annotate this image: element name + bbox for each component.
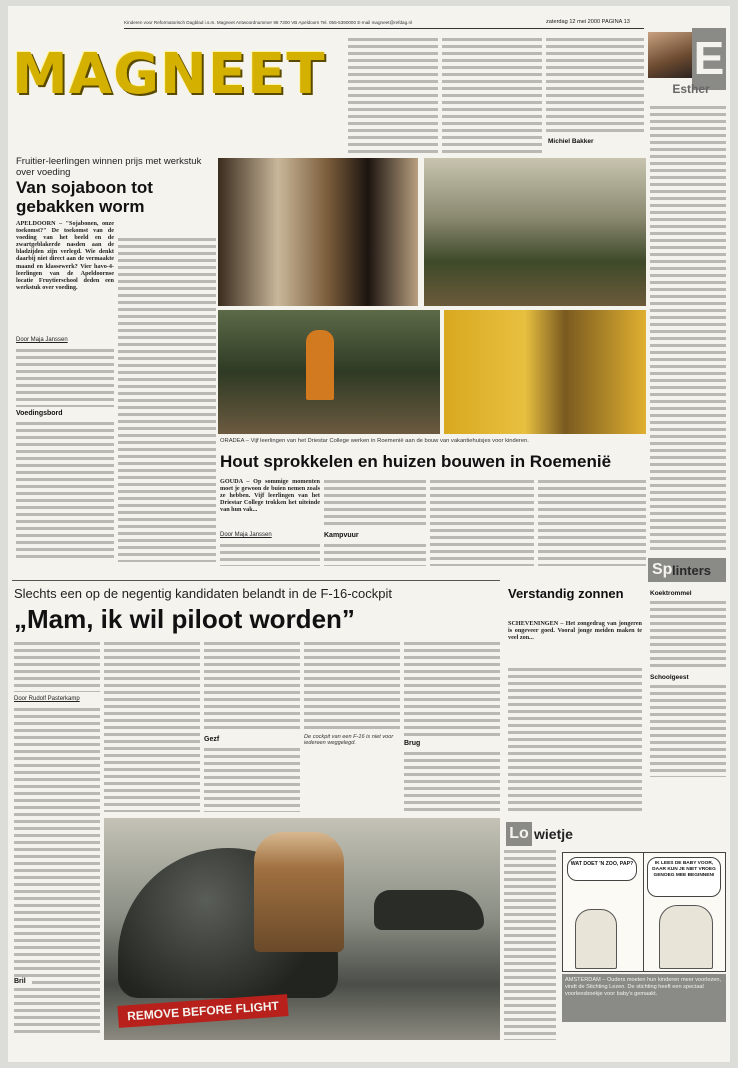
verstandig-body xyxy=(508,666,642,812)
helicopter-silhouette xyxy=(374,890,484,930)
f16-photo xyxy=(104,818,500,1040)
esther-name: Esther xyxy=(672,82,710,96)
top-column-1 xyxy=(348,36,438,154)
cartoon-child xyxy=(575,909,617,969)
f16-column-4 xyxy=(304,640,400,732)
f16-top-rule xyxy=(12,580,500,581)
lowietje-title-part2: wietje xyxy=(534,826,573,842)
f16-column-2 xyxy=(104,640,200,812)
top-column-3 xyxy=(546,36,644,134)
splinters-title-part1: Sp xyxy=(652,561,673,578)
esther-letter: E xyxy=(692,28,726,90)
cartoon-bubble-1: WAT DOET 'N ZOO, PAP? xyxy=(567,857,637,881)
romania-column-2 xyxy=(324,478,426,528)
romania-column-4 xyxy=(538,478,646,566)
f16-caption: De cockpit van een F-16 is niet voor iedereen weggelegd. xyxy=(304,734,394,746)
cartoon-bubble-2: IK LEES DE BABY VOOR, DAAR KUN JE NIET VROEG GENOEG MEE BEGINNEN! xyxy=(647,857,721,897)
f16-column-5 xyxy=(404,640,500,736)
lead-column-1 xyxy=(16,347,114,407)
esther-column xyxy=(650,104,726,552)
lead-byline: Door Maja Janssen xyxy=(16,337,68,343)
splinters-title-part2: linters xyxy=(672,563,712,578)
lead-subhead: Voedingsbord xyxy=(16,410,63,417)
lowietje-cartoon xyxy=(562,852,726,972)
masthead-ribbon: Kinderen voor Reformatorisch Dagblad i.s.m. Magneet Antwoordnummer 98 7300 VB Apeldoorn Tel. 055-5390000 E-mail magneet@refdag.nl xyxy=(124,20,413,25)
magneet-logo: MAGNEET xyxy=(12,42,326,107)
romania-subhead: Kampvuur xyxy=(324,532,359,539)
f16-column-3 xyxy=(204,640,300,732)
lowietje-caption: AMSTERDAM – Ouders moeten hun kinderen meer voorlezen, vindt de Stichting Lezen. De stichting heeft een speciaal voorleesboekje voor baby's gemaakt. xyxy=(562,974,726,1022)
cartoon-father xyxy=(659,905,713,969)
f16-headline: „Mam, ik wil piloot worden” xyxy=(14,604,355,634)
romania-photo-kids-window xyxy=(444,310,646,434)
cartoon-panel-divider xyxy=(643,853,644,971)
romania-byline: Door Maja Janssen xyxy=(220,532,272,538)
top-column-signature: Michiel Bakker xyxy=(548,138,594,145)
splinters-sub2: Schoolgeest xyxy=(650,674,689,681)
romania-photo-windows xyxy=(218,158,418,306)
lowietje-title-part1: Lo xyxy=(506,822,532,846)
romania-intro: GOUDA – Op sommige momenten moet je gewoon de buien nemen zoals ze hebben. Vijf leerlingen van het Driestar College trokken het uiteinde van hun vak... xyxy=(220,478,320,514)
splinters-text-1 xyxy=(650,599,726,671)
romania-photo-house xyxy=(424,158,646,306)
lowietje-header xyxy=(504,822,650,846)
romania-headline: Hout sprokkelen en huizen bouwen in Roemenië xyxy=(220,452,612,471)
splinters-header xyxy=(648,558,726,582)
remove-before-flight-tag: REMOVE BEFORE FLIGHT xyxy=(117,994,288,1028)
f16-column-6 xyxy=(504,820,556,1040)
verstandig-headline: Verstandig zonnen xyxy=(508,586,624,601)
f16-subhead-brug: Brug xyxy=(404,740,421,747)
splinters-text-2 xyxy=(650,683,726,777)
lead-column-2 xyxy=(118,236,216,562)
romania-column-1 xyxy=(220,542,320,566)
lead-headline: Van sojaboon tot gebakken worm xyxy=(16,178,153,216)
lead-column-1b xyxy=(16,420,114,560)
lead-kicker: Fruitier-leerlingen winnen prijs met werkstuk over voeding xyxy=(16,156,202,178)
f16-kicker: Slechts een op de negentig kandidaten belandt in de F-16-cockpit xyxy=(14,586,392,601)
esther-portrait xyxy=(648,32,692,78)
newspaper-page xyxy=(8,6,730,1062)
f16-column-3b xyxy=(204,746,300,812)
f16-subhead-gezf: Gezf xyxy=(204,736,220,743)
lead-intro: APELDOORN – "Sojabonen, onze toekomst?" De toekomst van de voeding van het beeld en de zwartgeblakerde nasden aan de bladzijden zijn verlegd. Wie denkt daarbij niet direct aan de vermaakte maand en klassewerk? Vier havo-4-leerlingen van de Apeldoornse locatie Fruytierschool deden een werkstuk over voeding. xyxy=(16,220,114,291)
verstandig-intro: SCHEVENINGEN – Het zongedrag van jongeren is ongeveer goed. Vooral jonge meiden maken te veel zon... xyxy=(508,620,642,642)
f16-column-5b xyxy=(404,750,500,812)
romania-column-3 xyxy=(430,478,534,566)
f16-column-1 xyxy=(14,706,100,1036)
f16-intro xyxy=(14,640,100,692)
f16-subhead-bril: Bril xyxy=(14,978,32,985)
romania-caption: ORADEA – Vijf leerlingen van het Driestar College werken in Roemenië aan de bouw van vakantiehuisjes voor kinderen. xyxy=(220,438,529,444)
splinters-sub1: Koektrommel xyxy=(650,590,692,597)
f16-byline: Door Rudolf Pasterkamp xyxy=(14,696,80,702)
pilot-figure xyxy=(254,832,344,952)
romania-worker-figure xyxy=(306,330,334,400)
romania-column-2b xyxy=(324,542,426,566)
masthead-rule xyxy=(124,28,644,29)
masthead-date: zaterdag 12 mei 2000 PAGINA 13 xyxy=(546,19,630,25)
top-column-2 xyxy=(442,36,542,154)
